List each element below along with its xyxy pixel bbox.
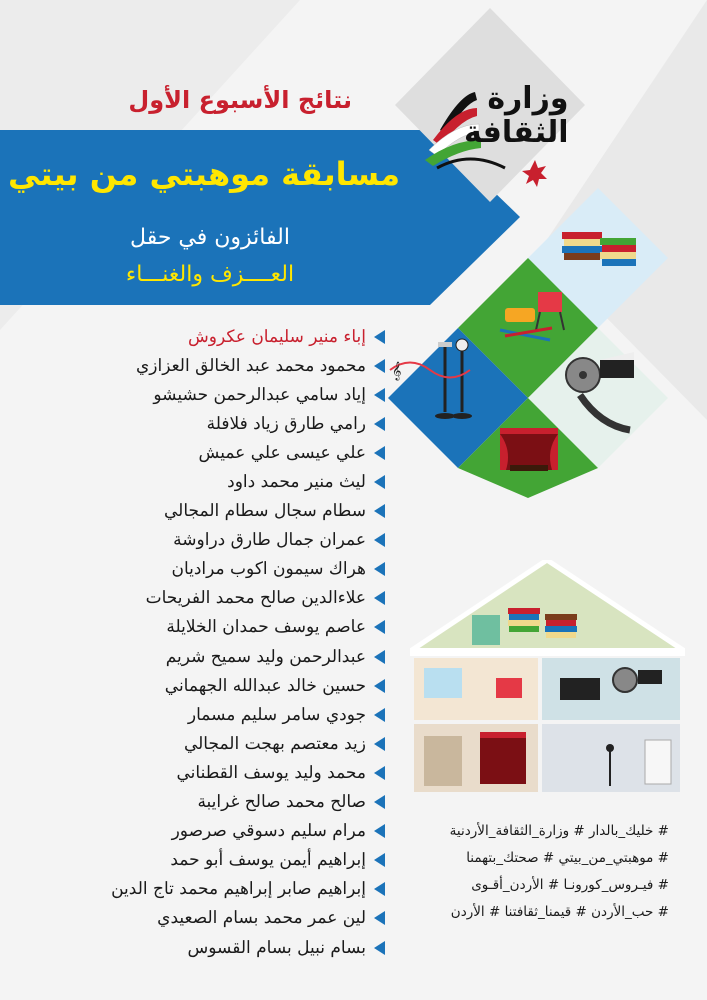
winners-in-label: الفائزون في حقل [130,225,290,250]
hashtag-line: # موهبتي_من_بيتي # صحتك_بتهمنا [466,850,669,866]
winner-name: إبراهيم صابر إبراهيم محمد تاج الدين [111,879,366,900]
arrow-left-icon [374,330,385,344]
arrow-left-icon [374,679,385,693]
winner-name: سطام سجال سطام المجالي [164,501,366,522]
arrow-left-icon [374,388,385,402]
arrow-left-icon [374,446,385,460]
ministry-logo-text [464,82,569,150]
arrow-left-icon [374,766,385,780]
winner-name: إبراهيم أيمن يوسف أبو حمد [170,850,366,871]
arrow-left-icon [374,795,385,809]
winner-name: لين عمر محمد بسام الصعيدي [157,908,366,929]
svg-text:𝄞: 𝄞 [392,361,402,380]
arrow-left-icon [374,359,385,373]
winner-name: صالح محمد صالح غرايبة [197,792,366,813]
winner-name: إباء منير سليمان عكروش [188,326,366,347]
winner-row [5,409,385,438]
arrow-left-icon [374,417,385,431]
winner-row [5,584,385,613]
winner-name: إياد سامي عبدالرحمن حشيشو [153,384,366,405]
winner-name: بسام نبيل بسام القسوس [187,937,366,958]
winner-name: علاءالدين صالح محمد الفريحات [145,588,366,609]
winner-name: زيد معتصم بهجت المجالي [183,733,366,754]
winner-name: جودي سامر سليم مسمار [187,704,366,725]
arrow-left-icon [374,591,385,605]
winner-row [5,788,385,817]
winner-row [5,729,385,758]
arrow-left-icon [374,504,385,518]
winner-name: عمران جمال طارق دراوشة [173,530,366,551]
winner-row [5,497,385,526]
winner-row [5,555,385,584]
winner-row [5,467,385,496]
arrow-left-icon [374,620,385,634]
winner-row [5,351,385,380]
winner-row [5,758,385,787]
winner-row [5,613,385,642]
winner-row [5,671,385,700]
winner-name: محمد وليد يوسف القطناني [176,762,366,783]
winner-name: ليث منير محمد داود [227,472,366,493]
arrow-left-icon [374,941,385,955]
winner-row [5,526,385,555]
winner-name: علي عيسى علي عميش [198,442,366,463]
winner-name: محمود محمد عبد الخالق العزازي [135,355,366,376]
competition-title: مسابقة موهبتي من بيتي [8,155,400,193]
winner-row [5,438,385,467]
hashtag-line: # خليك_بالدار # وزارة_الثقافة_الأردنية [449,823,669,839]
week-results-title: نتائج الأسبوع الأول [128,86,352,114]
logo-line2: الثقافة [464,115,569,150]
winner-row [5,875,385,904]
winner-name: هراك سيمون اكوب مراديان [171,559,366,580]
winner-row [5,933,385,962]
arrow-left-icon [374,708,385,722]
armchair-icon [472,615,500,645]
arrow-left-icon [374,533,385,547]
arrow-left-icon [374,562,385,576]
winners-list [5,322,385,962]
house-illustration [410,560,685,800]
winner-name: رامي طارق زياد فلافلة [206,413,366,434]
hashtags [384,818,669,926]
winner-name: عبدالرحمن وليد سميح شريم [165,646,366,667]
winner-name: حسين خالد عبدالله الجهماني [164,675,366,696]
logo-line1: وزارة [487,81,569,116]
winner-row [5,846,385,875]
winner-name: مرام سليم دسوقي صرصور [171,821,366,842]
winner-row [5,380,385,409]
winner-row [5,642,385,671]
arrow-left-icon [374,737,385,751]
field-name: العــــزف والغنـــاء [125,262,295,287]
winner-name: عاصم يوسف حمدان الخلايلة [166,617,366,638]
winner-row [5,817,385,846]
hashtag-line: # حب_الأردن # قيمنا_ثقافتنا # الأردن [450,904,669,920]
winner-row [5,904,385,933]
winner-row [5,700,385,729]
stage-curtain-icon [500,428,558,471]
arrow-left-icon [374,650,385,664]
winner-row [5,322,385,351]
arrow-left-icon [374,475,385,489]
hashtag-line: # فيـروس_كورونـا # الأردن_أقـوى [471,877,669,893]
